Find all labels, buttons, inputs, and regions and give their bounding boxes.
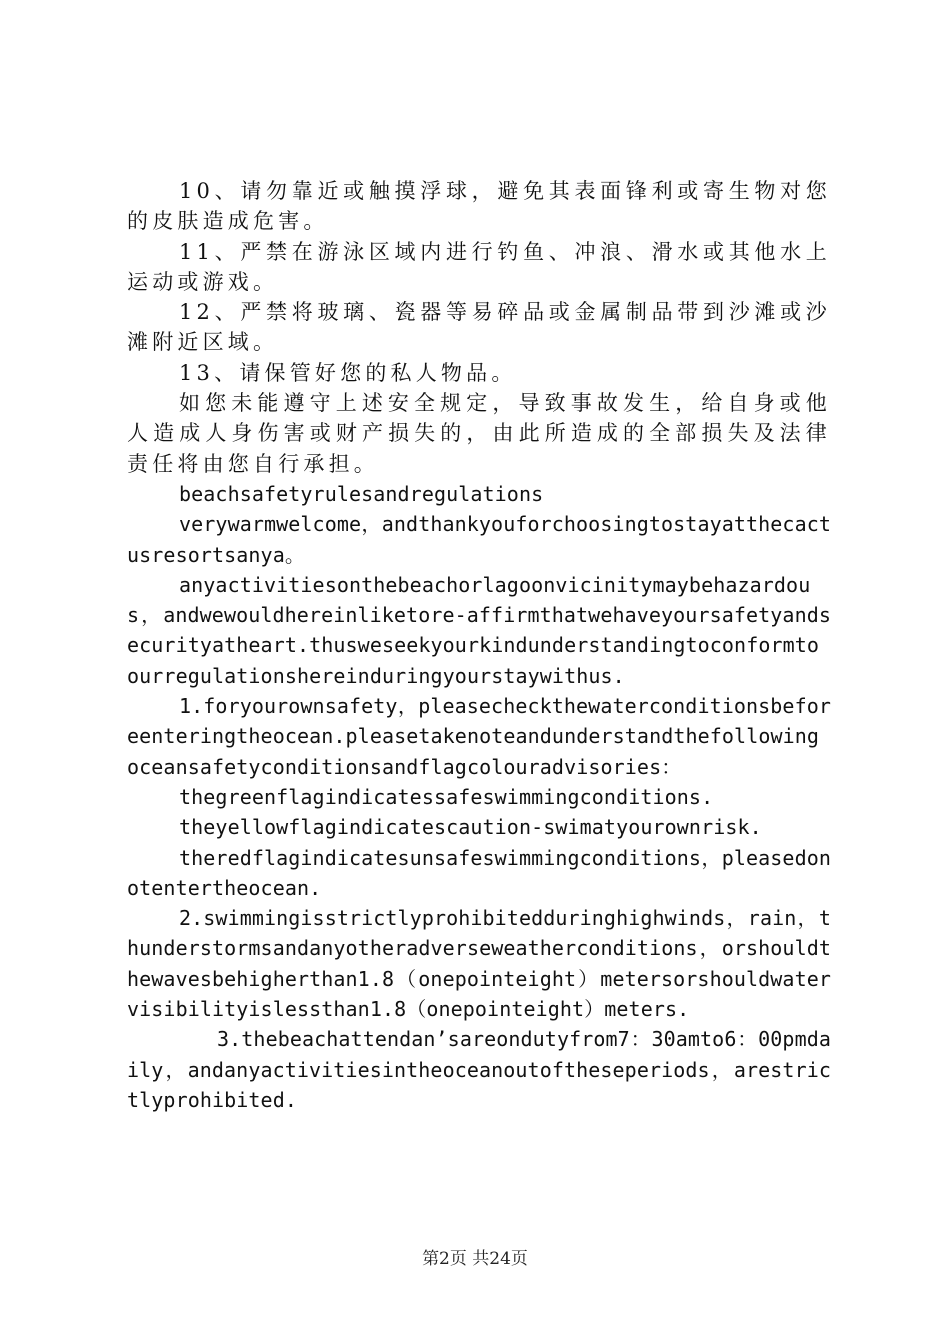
page-number-footer: 第2页 共24页 (422, 1249, 528, 1269)
rule-3-paragraph: 3.thebeachattendan’sareondutyfrom7：30amto6：00pmdaily，andanyactivitiesintheoceanoutoftheseperiods，arestrictlyprohibited. (127, 1027, 831, 1112)
english-heading: beachsafetyrulesandregulations (179, 481, 544, 506)
liability-paragraph: 如您未能遵守上述安全规定，导致事故发生，给自身或他人造成人身伤害或财产损失的，由此所造成的全部损失及法律责任将由您自行承担。 (127, 391, 831, 476)
rule-1-paragraph: 1.foryourownsafety，pleasecheckthewaterconditionsbeforeenteringtheocean.pleasetakenoteandunderstandthefollowingoceansafetyconditionsandflagcolouradvisories： (127, 694, 831, 779)
rule-13-paragraph: 13、请保管好您的私人物品。 (179, 360, 517, 385)
rule-11-paragraph: 11、严禁在游泳区域内进行钓鱼、冲浪、滑水或其他水上运动或游戏。 (127, 239, 831, 294)
rule-2-paragraph: 2.swimmingisstrictlyprohibitedduringhighwinds，rain，thunderstormsandanyotheradverseweatherconditions，orshouldthewavesbehigherthan1.8（onepointeight）metersorshouldwatervisibilityislessthan1.8（onepointeight）meters. (127, 906, 831, 1022)
document-body (127, 176, 831, 1115)
welcome-paragraph: verywarmwelcome，andthankyouforchoosingtostayatthecactusresortsanya。 (127, 512, 831, 567)
rule-10-paragraph: 10、请勿靠近或触摸浮球，避免其表面锋利或寄生物对您的皮肤造成危害。 (127, 179, 831, 234)
hazard-paragraph: anyactivitiesonthebeachorlagoonvicinitymaybehazardous，andwewouldhereinliketore-affirmthatwehaveyoursafetyandsecurityatheart.thusweseekyourkindunderstandingtoconformtoourregulationshereinduringyourstaywithus. (127, 572, 831, 688)
red-flag-paragraph: theredflagindicatesunsafeswimmingconditions，pleasedonotentertheocean. (127, 845, 831, 900)
yellow-flag-paragraph: theyellowflagindicatescaution-swimatyourownrisk. (179, 815, 762, 840)
rule-12-paragraph: 12、严禁将玻璃、瓷器等易碎品或金属制品带到沙滩或沙滩附近区域。 (127, 300, 831, 355)
green-flag-paragraph: thegreenflagindicatessafeswimmingconditions. (179, 784, 714, 809)
